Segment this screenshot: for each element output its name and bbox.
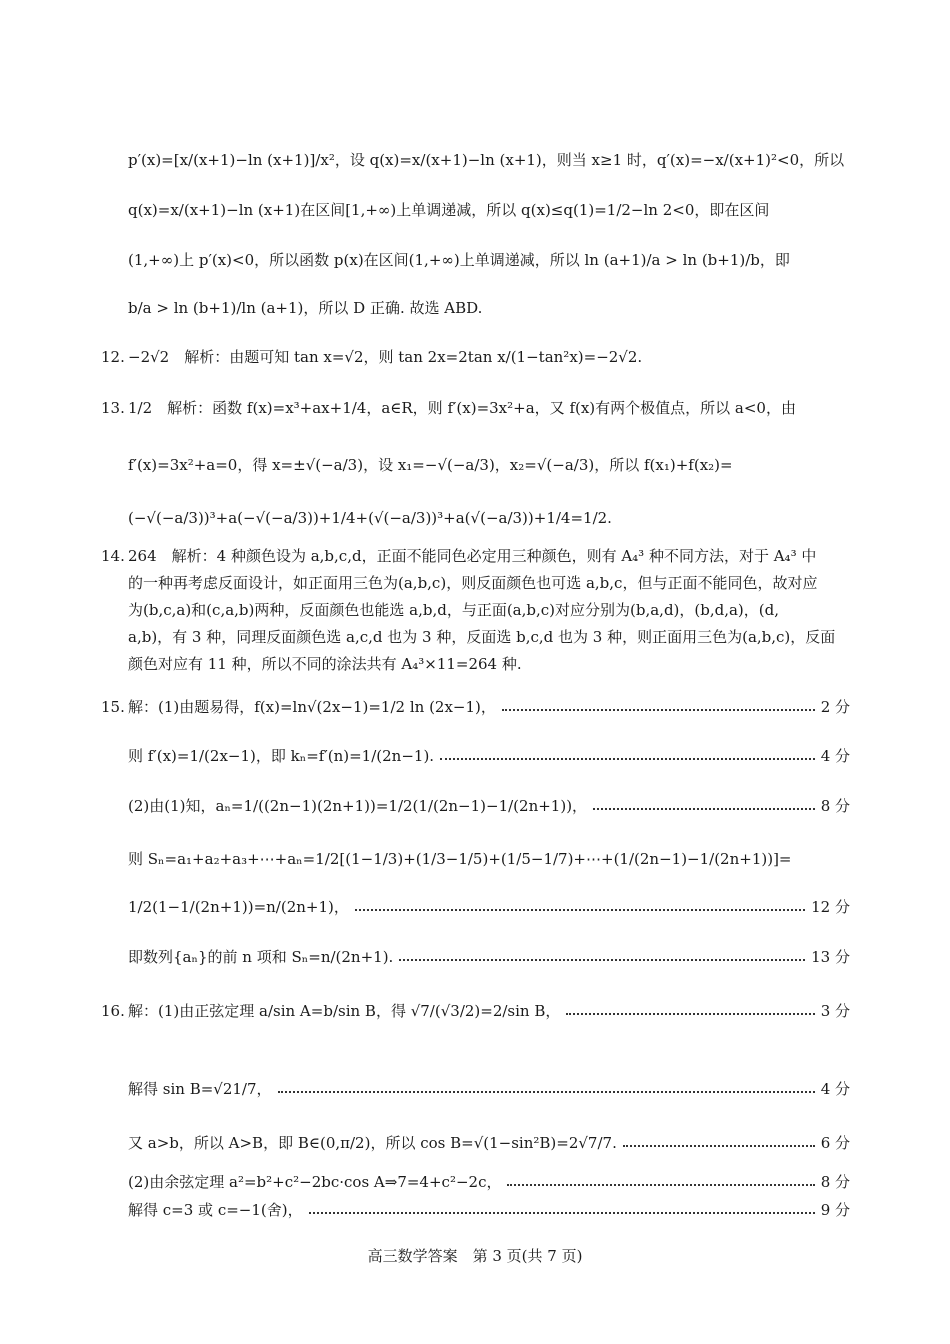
q16-step-3 bbox=[128, 1133, 850, 1153]
q14-line-1: 264 解析：4 种颜色设为 a,b,c,d，正面不能同色必定用三种颜色，则有 A₄³ 种不同方法，对于 A₄³ 中 bbox=[128, 547, 817, 565]
q13-line-3: (−√(−a/3))³+a(−√(−a/3))+1/4+(√(−a/3))³+a(√(−a/3))+1/4=1/2. bbox=[128, 509, 612, 527]
q16-step-4 bbox=[128, 1172, 850, 1192]
q16-step-2 bbox=[128, 1079, 850, 1099]
step-score: 4 分 bbox=[820, 747, 850, 765]
step-score: 4 分 bbox=[820, 1080, 850, 1098]
step-text: 即数列{aₙ}的前 n 项和 Sₙ=n/(2n+1). bbox=[128, 948, 394, 966]
step-text: 解得 sin B=√21/7， bbox=[128, 1080, 272, 1098]
q12-answer: −2√2 解析：由题可知 tan x=√2，则 tan 2x=2tan x/(1−tan²x)=−2√2. bbox=[128, 348, 643, 366]
q15-step-6 bbox=[128, 947, 850, 967]
continuation-line-4: b/a > ln (b+1)/ln (a+1)，所以 D 正确. 故选 ABD. bbox=[128, 299, 483, 317]
step-score: 6 分 bbox=[820, 1134, 850, 1152]
page-footer: 高三数学答案 第 3 页(共 7 页) bbox=[367, 1247, 583, 1265]
q16-step-1 bbox=[128, 1001, 850, 1021]
step-text: (2)由(1)知，aₙ=1/((2n−1)(2n+1))=1/2(1/(2n−1)−1/(2n+1))， bbox=[128, 797, 588, 815]
continuation-line-1: p′(x)=[x/(x+1)−ln (x+1)]/x²，设 q(x)=x/(x+1)−ln (x+1)，则当 x≥1 时，q′(x)=−x/(x+1)²<0，所以 bbox=[128, 151, 845, 169]
step-score: 8 分 bbox=[820, 1173, 850, 1191]
q14-line-4: a,b)，有 3 种，同理反面颜色选 a,c,d 也为 3 种，反面选 b,c,d 也为 3 种，则正面用三色为(a,b,c)，反面 bbox=[128, 628, 836, 646]
step-score: 12 分 bbox=[811, 898, 850, 916]
step-score: 2 分 bbox=[820, 698, 850, 716]
q14-line-5: 颜色对应有 11 种，所以不同的涂法共有 A₄³×11=264 种. bbox=[128, 655, 522, 673]
step-text: (2)由余弦定理 a²=b²+c²−2bc·cos A⇒7=4+c²−2c， bbox=[128, 1173, 502, 1191]
step-score: 8 分 bbox=[820, 797, 850, 815]
step-score: 3 分 bbox=[820, 1002, 850, 1020]
q15-step-4: 则 Sₙ=a₁+a₂+a₃+⋯+aₙ=1/2[(1−1/3)+(1/3−1/5)+(1/5−1/7)+⋯+(1/(2n−1)−1/(2n+1))]= bbox=[128, 850, 792, 868]
q13-number: 13. bbox=[101, 399, 125, 417]
continuation-line-3: (1,+∞)上 p′(x)<0，所以函数 p(x)在区间(1,+∞)上单调递减，所以 ln (a+1)/a > ln (b+1)/b，即 bbox=[128, 251, 790, 269]
step-score: 9 分 bbox=[820, 1201, 850, 1219]
continuation-line-2: q(x)=x/(x+1)−ln (x+1)在区间[1,+∞)上单调递减，所以 q(x)≤q(1)=1/2−ln 2<0，即在区间 bbox=[128, 201, 770, 219]
q16-step-5 bbox=[128, 1200, 850, 1220]
step-text: 1/2(1−1/(2n+1))=n/(2n+1)， bbox=[128, 898, 349, 916]
step-text: 解：(1)由题易得，f(x)=ln√(2x−1)=1/2 ln (2x−1)， bbox=[128, 698, 496, 716]
q15-step-2 bbox=[128, 746, 850, 766]
q14-line-3: 为(b,c,a)和(c,a,b)两种，反面颜色也能选 a,b,d，与正面(a,b,c)对应分别为(b,a,d)，(b,d,a)，(d, bbox=[128, 601, 780, 619]
q16-number: 16. bbox=[101, 1002, 125, 1020]
step-text: 则 f′(x)=1/(2x−1)，即 kₙ=f′(n)=1/(2n−1). bbox=[128, 747, 435, 765]
step-score: 13 分 bbox=[811, 948, 850, 966]
step-text: 解得 c=3 或 c=−1(舍)， bbox=[128, 1201, 303, 1219]
q15-step-5 bbox=[128, 897, 850, 917]
step-text: 解：(1)由正弦定理 a/sin A=b/sin B，得 √7/(√3/2)=2/sin B， bbox=[128, 1002, 561, 1020]
step-text: 又 a>b，所以 A>B，即 B∈(0,π/2)，所以 cos B=√(1−sin²B)=2√7/7. bbox=[128, 1134, 617, 1152]
q12-number: 12. bbox=[101, 348, 125, 366]
q15-step-1 bbox=[128, 697, 850, 717]
q14-line-2: 的一种再考虑反面设计，如正面用三色为(a,b,c)，则反面颜色也可选 a,b,c，但与正面不能同色，故对应 bbox=[128, 574, 818, 592]
q13-line-2: f′(x)=3x²+a=0，得 x=±√(−a/3)，设 x₁=−√(−a/3)，x₂=√(−a/3)，所以 f(x₁)+f(x₂)= bbox=[128, 456, 733, 474]
q15-number: 15. bbox=[101, 698, 125, 716]
q15-step-3 bbox=[128, 796, 850, 816]
q14-number: 14. bbox=[101, 547, 125, 565]
q13-line-1: 1/2 解析：函数 f(x)=x³+ax+1/4，a∈R，则 f′(x)=3x²+a，又 f(x)有两个极值点，所以 a<0，由 bbox=[128, 399, 796, 417]
